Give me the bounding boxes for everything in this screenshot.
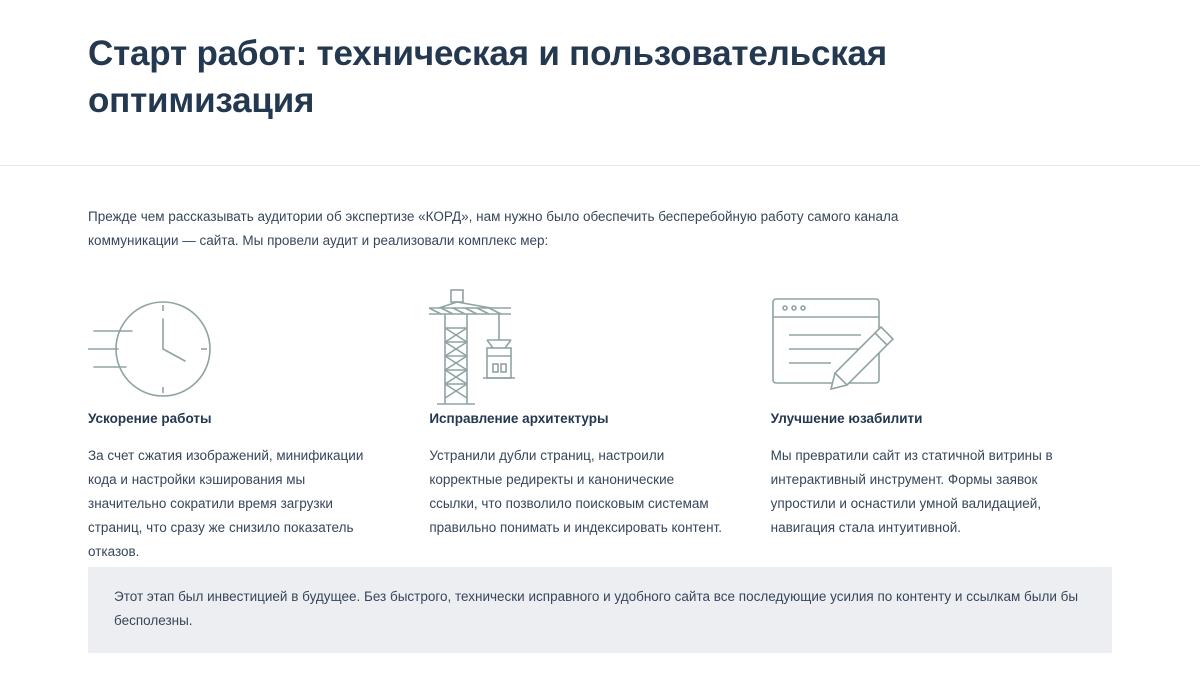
page-title: Старт работ: техническая и пользовательская оптимизация: [88, 34, 888, 120]
card-body: За счет сжатия изображений, минификации кода и настройки кэширования мы значительно сократили время загрузки страниц, что сразу же снизило показатель отказов.: [88, 448, 364, 559]
card-title: Ускорение работы: [88, 411, 212, 426]
card-body: Устранили дубли страниц, настроили корректные редиректы и канонические ссылки, что позволило поисковым системам правильно понимать и индексировать контент.: [429, 448, 722, 535]
card-body: Мы превратили сайт из статичной витрины в интерактивный инструмент. Формы заявок упростили и оснастили умной валидацией, навигация стала интуитивной.: [770, 448, 1053, 535]
header-divider: [0, 165, 1200, 166]
speed-clock-icon: [88, 286, 384, 411]
cards-row: [88, 286, 1112, 564]
card-title: Улучшение юзабилити: [770, 411, 923, 426]
form-edit-pencil-icon: [771, 286, 1067, 411]
intro-paragraph: Прежде чем рассказывать аудитории об экспертизе «КОРД», нам нужно было обеспечить бесперебойную работу самого канала коммуникации — сайта. Мы провели аудит и реализовали комплекс мер:: [88, 209, 899, 248]
callout-text: Этот этап был инвестицией в будущее. Без быстрого, технически исправного и удобного сайта все последующие усилия по контенту и ссылкам были бы бесполезны.: [114, 589, 1079, 628]
callout-box: [88, 567, 1112, 653]
construction-crane-icon: [429, 286, 725, 411]
page-header: [0, 0, 1200, 165]
card-speed: [88, 286, 429, 564]
card-usability: [771, 286, 1112, 564]
card-title: Исправление архитектуры: [429, 411, 609, 426]
card-architecture: [429, 286, 770, 564]
page-content: [0, 205, 1200, 564]
